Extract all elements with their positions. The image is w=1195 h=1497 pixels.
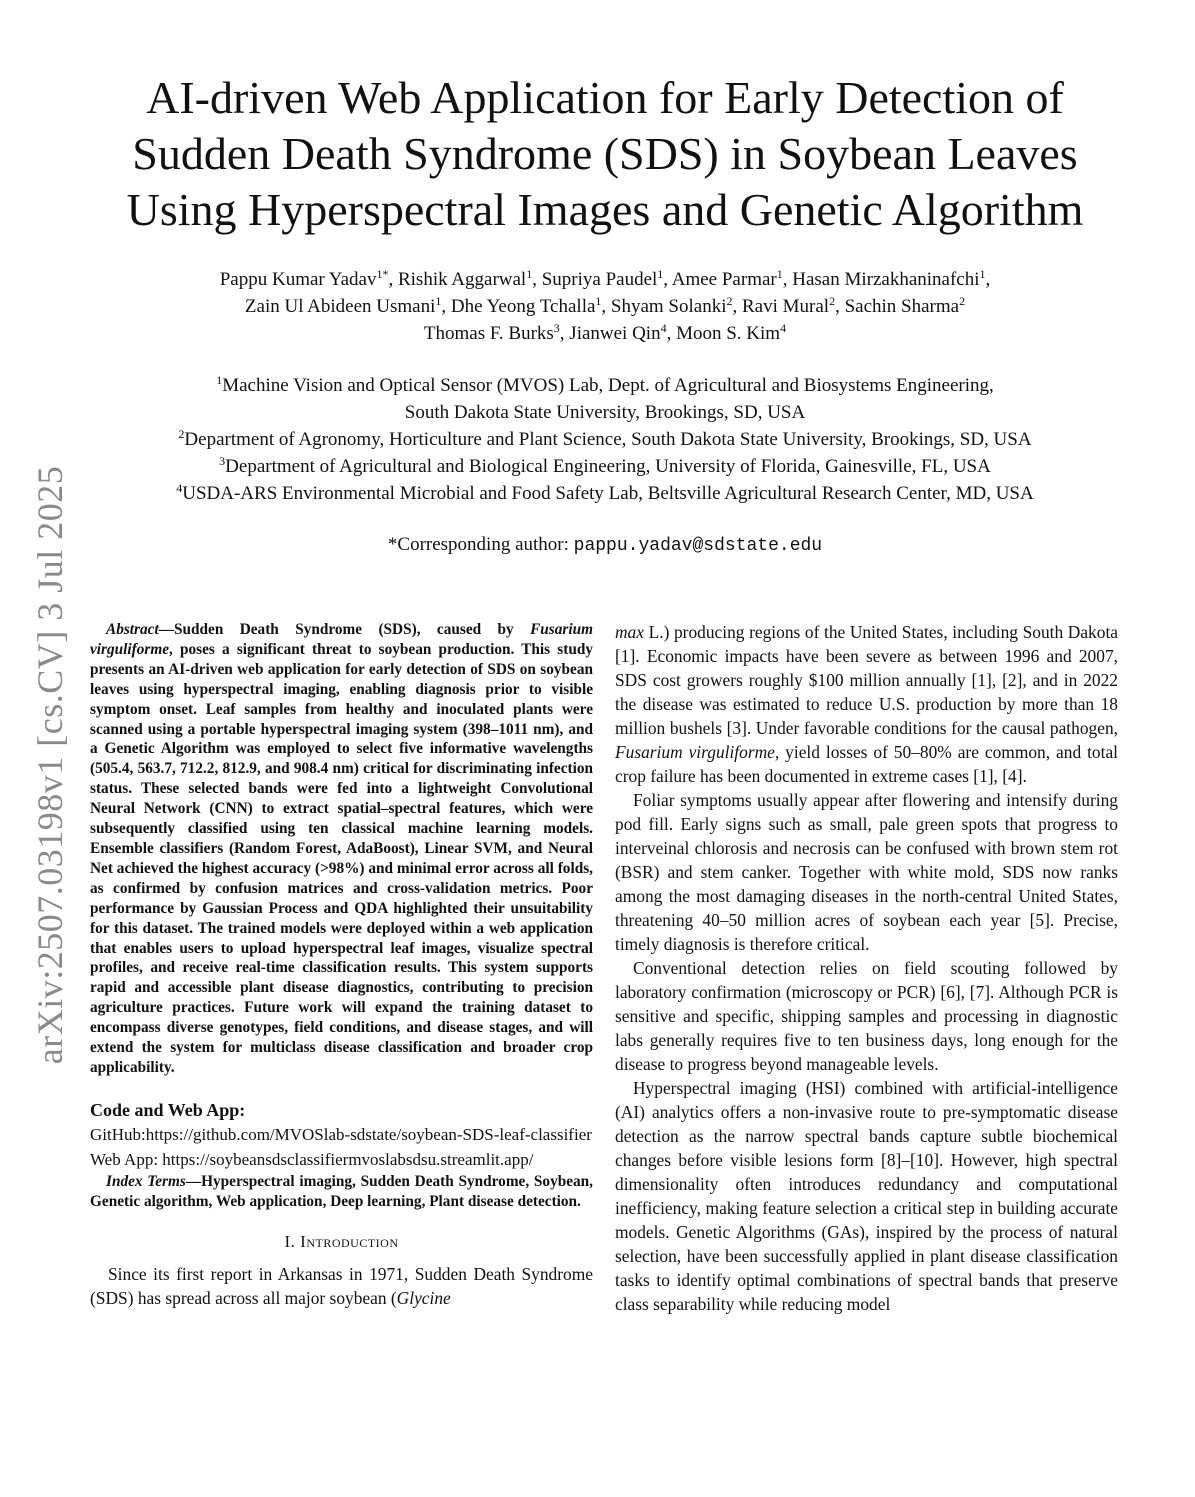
- affiliation: [70, 480, 1140, 507]
- species-name: Glycine: [396, 1287, 451, 1308]
- intro-paragraph: [90, 1262, 593, 1310]
- affiliation-text: Machine Vision and Optical Sensor (MVOS) Lab, Dept. of Agricultural and Biosystems Engineering,: [222, 375, 994, 396]
- species-name: max: [615, 622, 644, 642]
- author-name: Thomas F. Burks: [423, 323, 554, 344]
- body-paragraph: Foliar symptoms usually appear after flowering and intensify during pod fill. Early signs such as small, pale green spots that progress to interveinal chlorosis and necrosis can be confused with brown stem rot (BSR) and stem canker. Together with white mold, SDS now ranks among the most damaging diseases in the north-central United States, threatening 40–50 million acres of soybean each year [5]. Precise, timely diagnosis is therefore critical.: [615, 790, 1118, 954]
- author-name: , Shyam Solanki: [601, 296, 727, 317]
- author-separator: ,: [985, 269, 991, 290]
- author-name: Zain Ul Abideen Usmani: [244, 296, 436, 317]
- author-mark: 1: [595, 294, 602, 308]
- author-mark: 2: [959, 294, 966, 308]
- paragraph-text: L.) producing regions of the United States, including South Dakota [1]. Economic impacts have been severe as between 1996 and 2007, SDS cost growers roughly $100 million annually [1], [2], and in 2022 the disease was estimated to reduce U.S. production by more than 18 million bushels [3]. Under favorable conditions for the causal pathogen,: [615, 622, 1118, 738]
- author-mark: 3: [553, 321, 560, 335]
- author-name: Pappu Kumar Yadav: [219, 269, 377, 290]
- affiliation-text: USDA-ARS Environmental Microbial and Food Safety Lab, Beltsville Agricultural Research Center, MD, USA: [182, 483, 1034, 504]
- index-terms-text: —Hyperspectral imaging, Sudden Death Syndrome, Soybean, Genetic algorithm, Web application, Deep learning, Plant disease detection.: [90, 1172, 593, 1210]
- paragraph-text: , yield losses of 50–80% are common, and total crop failure has been documented in extreme cases [1], [4].: [615, 742, 1118, 786]
- author-name: , Jianwei Qin: [559, 323, 661, 344]
- abstract-text: , poses a significant threat to soybean production. This study presents an AI-driven web application for early detection of SDS on soybean leaves using hyperspectral imaging, enabling diagnosis prior to visible symptom onset. Leaf samples from healthy and inoculated plants were scanned using a portable hyperspectral imaging system (398–1011 nm), and a Genetic Algorithm was employed to select five informative wavelengths (505.4, 563.7, 712.2, 812.9, and 908.4 nm) critical for discriminating infection status. These selected bands were fed into a lightweight Convolutional Neural Network (CNN) to extract spatial–spectral features, which were subsequently classified using ten classical machine learning models. Ensemble classifiers (Random Forest, AdaBoost), Linear SVM, and Neural Net achieved the highest accuracy (>98%) and minimal error across all folds, as confirmed by confusion matrices and cross-validation metrics. Poor performance by Gaussian Process and QDA highlighted their unsuitability for this dataset. The trained models were deployed within a web application that enables users to upload hyperspectral leaf images, visualize spectral profiles, and receive real-time classification results. This system supports rapid and accessible plant disease diagnostics, contributing to precision agriculture practices. Future work will expand the training dataset to encompass diverse genotypes, field conditions, and disease stages, and will extend the system for multiclass disease classification and broader crop applicability.: [90, 640, 593, 1076]
- arxiv-sidebar: [20, 430, 80, 1100]
- paper-title: [80, 70, 1130, 238]
- corresponding-email[interactable]: pappu.yadav@sdstate.edu: [573, 536, 823, 556]
- author-name: , Supriya Paudel: [532, 269, 658, 290]
- species-name: Fusarium virguliforme: [615, 742, 775, 762]
- code-heading: Code and Web App:: [90, 1099, 246, 1120]
- corresponding-author: [80, 534, 1130, 556]
- author-mark: 1*: [376, 267, 389, 281]
- author-name: , Hasan Mirzakhaninafchi: [782, 269, 980, 290]
- title-line: Sudden Death Syndrome (SDS) in Soybean Leaves: [132, 128, 1078, 179]
- index-terms-heading: Index Terms: [106, 1172, 186, 1190]
- section-heading: [90, 1230, 593, 1254]
- paragraph-text: Since its first report in Arkansas in 1971, Sudden Death Syndrome (SDS) has spread across all major soybean (: [90, 1263, 593, 1308]
- author-mark: 1: [526, 267, 533, 281]
- affiliation: [70, 372, 1140, 399]
- abstract: [90, 620, 593, 1078]
- author-name: , Dhe Yeong Tchalla: [441, 296, 596, 317]
- affiliation: [70, 426, 1140, 453]
- affiliation-text: Department of Agronomy, Horticulture and Plant Science, South Dakota State University, Brookings, SD, USA: [184, 429, 1032, 450]
- author-line: [80, 293, 1130, 320]
- abstract-text: —Sudden Death Syndrome (SDS), caused by: [158, 621, 531, 638]
- affiliation: [70, 453, 1140, 480]
- affiliation-mark: 3: [219, 454, 226, 468]
- affiliation-mark: 1: [216, 373, 223, 387]
- author-mark: 1: [435, 294, 442, 308]
- author-name: , Amee Parmar: [663, 269, 777, 290]
- title-line: AI-driven Web Application for Early Detection of: [146, 72, 1064, 123]
- author-mark: 2: [829, 294, 836, 308]
- affiliation-mark: 2: [178, 427, 185, 441]
- author-name: , Moon S. Kim: [666, 323, 781, 344]
- body-paragraph: Hyperspectral imaging (HSI) combined with artificial-intelligence (AI) analytics offers a non-invasive route to pre-symptomatic disease detection as the narrow spectral bands capture subtle biochemical changes before visible lesions form [8]–[10]. However, high spectral dimensionality often introduces redundancy and computational inefficiency, making feature selection a critical step in building accurate models. Genetic Algorithms (GAs), inspired by the process of natural selection, have been successfully applied in plant disease classification tasks to identify optimal combinations of spectral bands that preserve class separability while reducing model: [615, 1078, 1118, 1314]
- author-line: [80, 266, 1130, 293]
- author-mark: 4: [660, 321, 667, 335]
- affiliation: [70, 399, 1140, 426]
- author-mark: 1: [776, 267, 783, 281]
- author-mark: 4: [780, 321, 787, 335]
- author-name: , Ravi Mural: [732, 296, 830, 317]
- author-line: [80, 320, 1130, 347]
- body-paragraph: [615, 620, 1118, 788]
- corresponding-label: *Corresponding author:: [387, 534, 574, 555]
- affiliation-text: Department of Agricultural and Biological Engineering, University of Florida, Gainesville, FL, USA: [225, 456, 991, 477]
- github-link[interactable]: GitHub:https://github.com/MVOSlab-sdstate/soybean-SDS-leaf-classifier: [90, 1124, 592, 1144]
- abstract-species: Fusarium virguliforme: [90, 621, 593, 658]
- affiliation-mark: 4: [176, 481, 183, 495]
- section-title: Introduction: [300, 1231, 399, 1251]
- affiliation-text: South Dakota State University, Brookings, SD, USA: [404, 402, 806, 423]
- section-number: I.: [284, 1231, 301, 1251]
- author-mark: 2: [726, 294, 733, 308]
- webapp-link[interactable]: Web App: https://soybeansdsclassifiermvoslabsdsu.streamlit.app/: [90, 1149, 534, 1169]
- affiliations: [70, 372, 1140, 507]
- body-paragraph: Conventional detection relies on field scouting followed by laboratory confirmation (microscopy or PCR) [6], [7]. Although PCR is sensitive and specific, shipping samples and processing in diagnostic labs generally requires five to ten business days, long enough for the disease to progress beyond manageable levels.: [615, 958, 1118, 1074]
- title-line: Using Hyperspectral Images and Genetic Algorithm: [126, 184, 1084, 235]
- index-terms: [90, 1172, 593, 1212]
- arxiv-identifier: arXiv:2507.03198v1 [cs.CV] 3 Jul 2025: [30, 465, 70, 1065]
- author-mark: 1: [979, 267, 986, 281]
- author-list: [80, 266, 1130, 347]
- right-column: [615, 620, 1118, 1316]
- abstract-heading: Abstract: [106, 621, 159, 638]
- left-column: [90, 620, 593, 1310]
- author-mark: 1: [657, 267, 664, 281]
- author-name: , Rishik Aggarwal: [388, 269, 527, 290]
- author-name: , Sachin Sharma: [835, 296, 960, 317]
